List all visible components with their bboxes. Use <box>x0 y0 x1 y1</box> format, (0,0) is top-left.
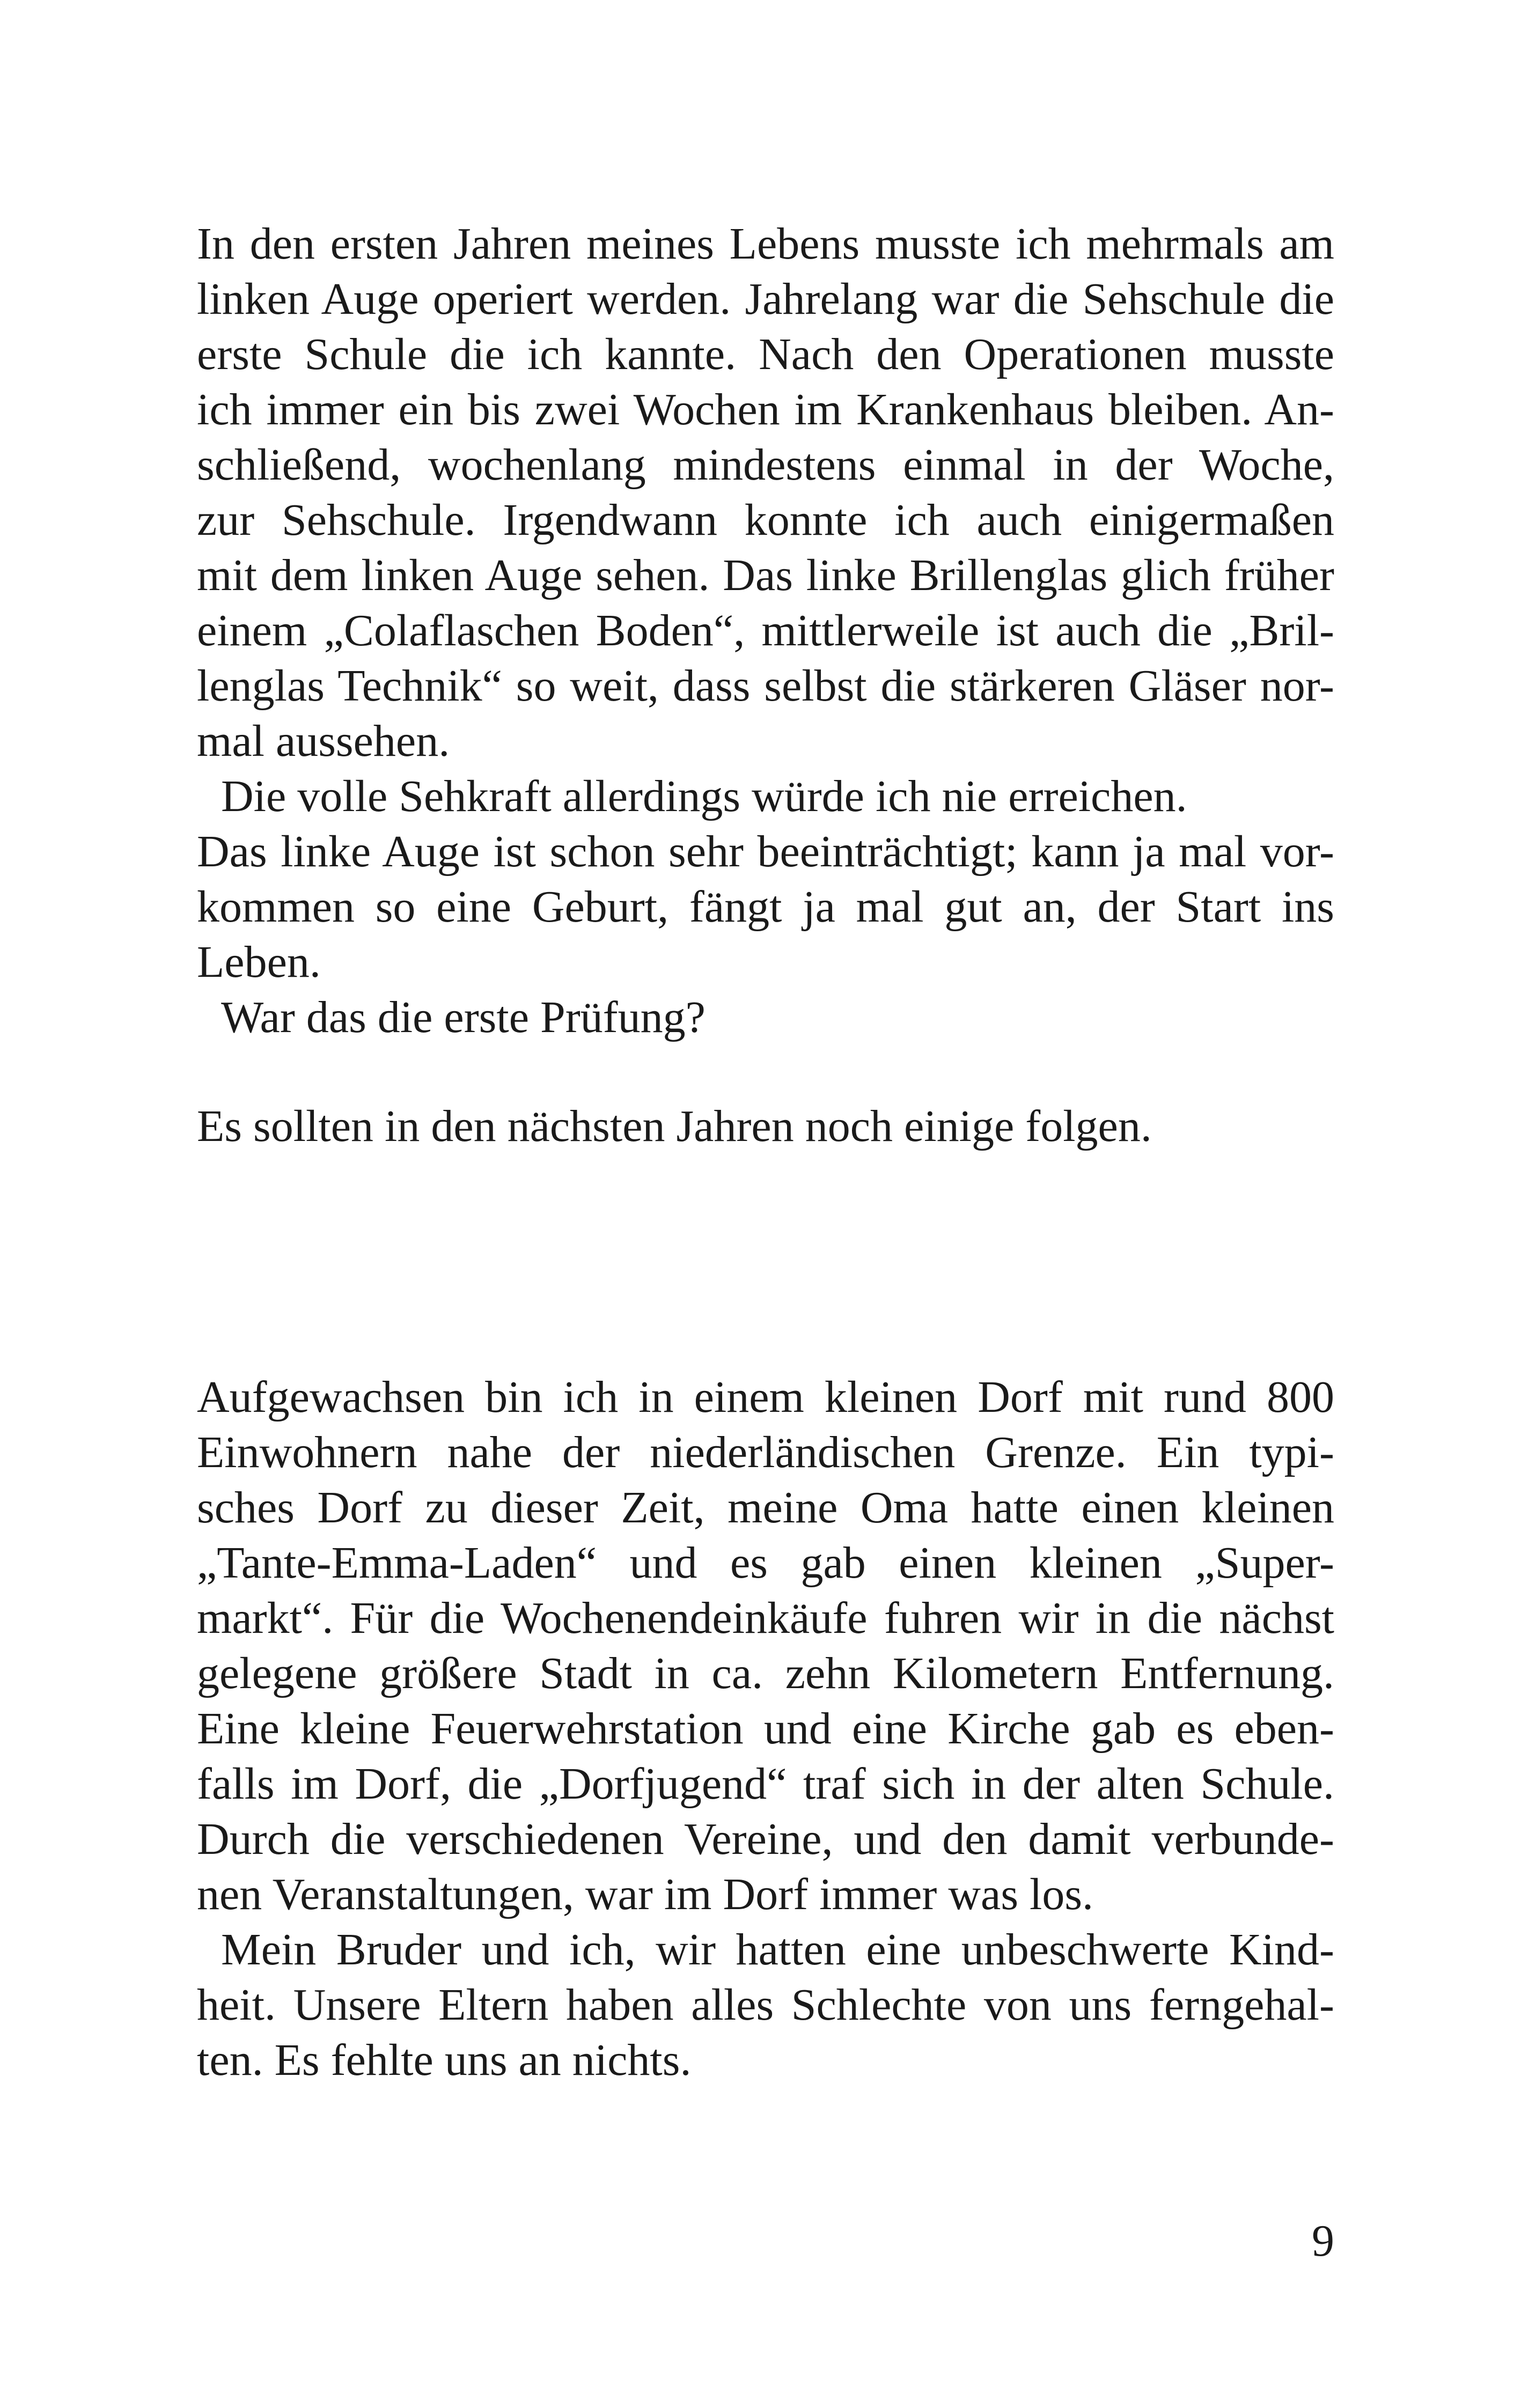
text-line: erste Schule die ich kannte. Nach den Operationen musste <box>197 329 1334 379</box>
text-line: ten. Es fehlte uns an nichts. <box>197 2035 692 2085</box>
text-line: Aufgewachsen bin ich in einem kleinen Dorf mit rund 800 <box>197 1372 1334 1422</box>
text-line: sches Dorf zu dieser Zeit, meine Oma hatte einen kleinen <box>197 1483 1334 1533</box>
text-line: schließend, wochenlang mindestens einmal in der Woche, <box>197 440 1334 490</box>
text-line: gelegene größere Stadt in ca. zehn Kilometern Entfernung. <box>197 1648 1334 1698</box>
text-line: Leben. <box>197 937 321 987</box>
text-line: Es sollten in den nächsten Jahren noch einige folgen. <box>197 1101 1152 1151</box>
text-line: Das linke Auge ist schon sehr beeinträchtigt; kann ja mal vor- <box>197 827 1334 877</box>
text-line: Die volle Sehkraft allerdings würde ich nie erreichen. <box>221 771 1187 821</box>
page-number: 9 <box>1312 2216 1334 2266</box>
text-line: mit dem linken Auge sehen. Das linke Brillenglas glich früher <box>197 550 1334 600</box>
text-line: heit. Unsere Eltern haben alles Schlechte von uns ferngehal- <box>197 1980 1334 2030</box>
text-line: zur Sehschule. Irgendwann konnte ich auch einigermaßen <box>197 495 1334 545</box>
text-line: markt“. Für die Wochenendeinkäufe fuhren wir in die nächst <box>197 1593 1334 1643</box>
text-line: „Tante-Emma-Laden“ und es gab einen kleinen „Super- <box>197 1538 1334 1588</box>
text-line: nen Veranstaltungen, war im Dorf immer was los. <box>197 1869 1094 1919</box>
text-line: Mein Bruder und ich, wir hatten eine unbeschwerte Kind- <box>221 1925 1334 1975</box>
text-line: War das die erste Prüfung? <box>221 992 706 1042</box>
text-line: Eine kleine Feuerwehrstation und eine Kirche gab es eben- <box>197 1704 1334 1754</box>
text-line: linken Auge operiert werden. Jahrelang war die Sehschule die <box>197 274 1334 324</box>
text-line: Durch die verschiedenen Vereine, und den damit verbunde- <box>197 1814 1334 1864</box>
text-line: falls im Dorf, die „Dorfjugend“ traf sich in der alten Schule. <box>197 1759 1334 1809</box>
text-line: einem „Colaflaschen Boden“, mittlerweile ist auch die „Bril- <box>197 606 1334 656</box>
text-line: mal aussehen. <box>197 716 450 766</box>
text-line: lenglas Technik“ so weit, dass selbst die stärkeren Gläser nor- <box>197 661 1334 711</box>
text-line: Einwohnern nahe der niederländischen Grenze. Ein typi- <box>197 1427 1334 1477</box>
text-line: In den ersten Jahren meines Lebens musste ich mehrmals am <box>197 219 1334 269</box>
text-line: ich immer ein bis zwei Wochen im Krankenhaus bleiben. An- <box>197 385 1334 435</box>
text-line: kommen so eine Geburt, fängt ja mal gut an, der Start ins <box>197 882 1334 932</box>
